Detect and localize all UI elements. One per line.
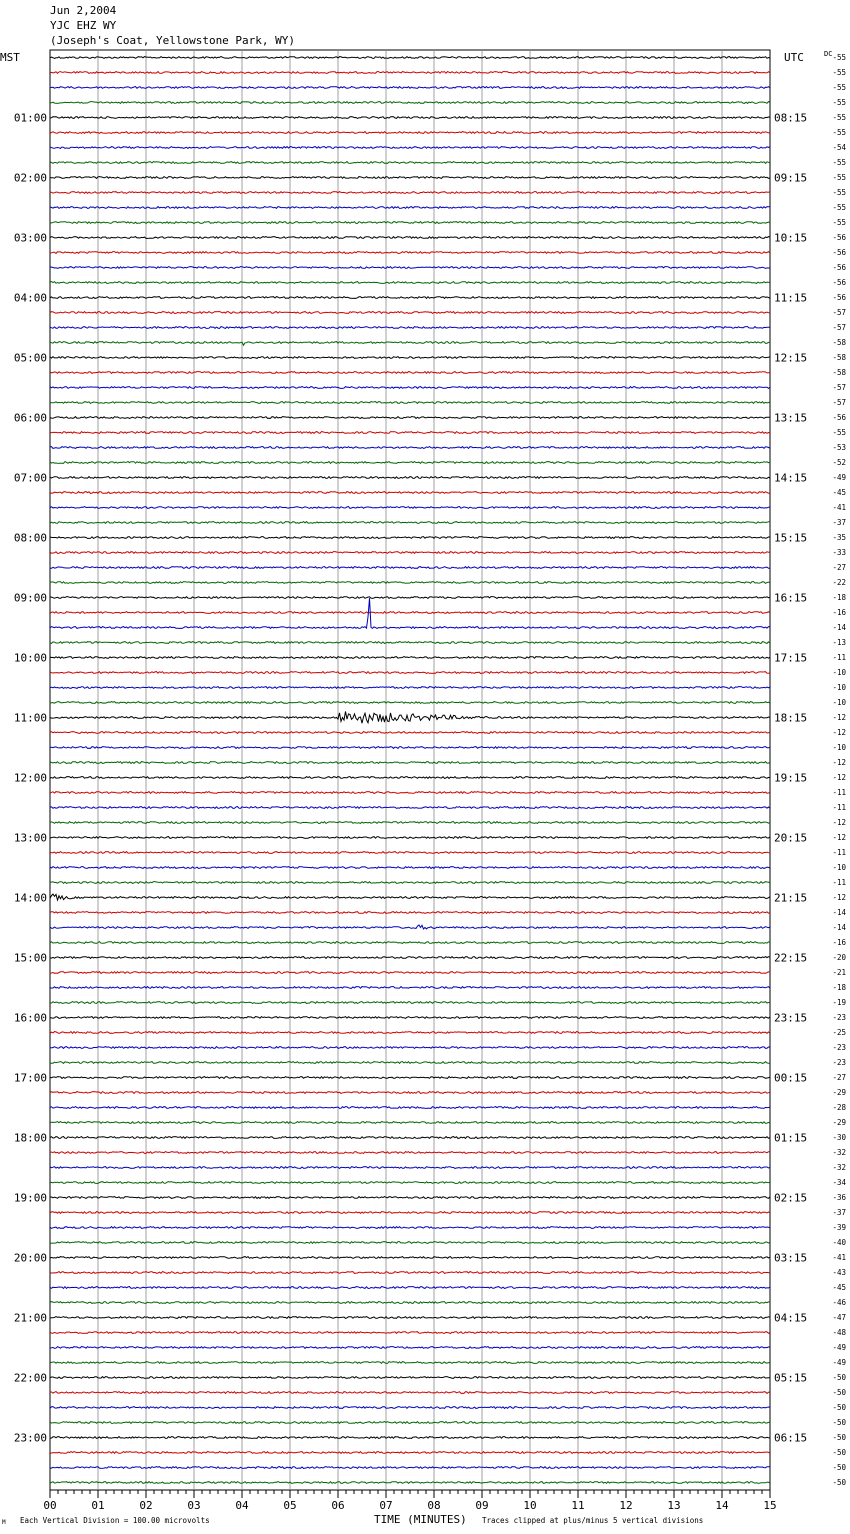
seismic-trace	[50, 597, 770, 599]
dc-offset-label: -55	[832, 83, 846, 92]
dc-offset-label: -46	[832, 1298, 846, 1307]
utc-hour-label: 20:15	[774, 831, 808, 845]
utc-hour-label: 01:15	[774, 1131, 808, 1145]
dc-offset-label: -45	[832, 488, 846, 497]
dc-offset-label: -54	[832, 143, 846, 152]
dc-offset-label: -52	[832, 458, 846, 467]
utc-hour-label: 19:15	[774, 771, 808, 785]
dc-offset-label: -14	[832, 923, 846, 932]
utc-hour-label: 08:15	[774, 111, 808, 125]
mst-hour-label: 06:00	[13, 411, 47, 425]
dc-offset-label: -29	[832, 1088, 846, 1097]
utc-hour-label: 15:15	[774, 531, 808, 545]
seismic-trace	[50, 1302, 770, 1304]
dc-offset-label: -57	[832, 323, 846, 332]
seismic-trace	[50, 327, 770, 329]
seismic-trace	[50, 492, 770, 494]
utc-hour-label: 16:15	[774, 591, 808, 605]
seismic-trace	[50, 507, 770, 509]
dc-offset-label: -10	[832, 863, 846, 872]
dc-offset-label: -18	[832, 593, 846, 602]
mst-hour-label: 03:00	[13, 231, 47, 245]
seismic-trace	[50, 687, 770, 689]
seismic-trace	[50, 612, 770, 614]
dc-offset-label: -50	[832, 1448, 846, 1457]
seismic-trace	[50, 72, 770, 74]
dc-offset-label: -11	[832, 848, 846, 857]
mst-hour-label: 18:00	[13, 1131, 47, 1145]
mst-hour-label: 20:00	[13, 1251, 47, 1265]
mst-hour-label: 12:00	[13, 771, 47, 785]
seismic-trace	[50, 1257, 770, 1259]
seismic-trace	[50, 357, 770, 359]
dc-offset-label: -22	[832, 578, 846, 587]
utc-hour-label: 00:15	[774, 1071, 808, 1085]
dc-offset-label: -56	[832, 263, 846, 272]
seismic-trace	[50, 477, 770, 479]
dc-header: DC	[824, 50, 833, 58]
seismic-trace	[50, 1317, 770, 1319]
seismic-trace	[50, 342, 770, 346]
seismic-trace	[50, 747, 770, 749]
dc-offset-label: -12	[832, 773, 846, 782]
seismic-trace	[50, 1422, 770, 1424]
seismic-trace	[50, 1092, 770, 1094]
corner-mark: M	[2, 1519, 6, 1526]
dc-offset-label: -10	[832, 698, 846, 707]
seismic-trace	[50, 522, 770, 524]
dc-offset-label: -55	[832, 53, 846, 62]
dc-offset-label: -27	[832, 563, 846, 572]
dc-offset-label: -55	[832, 158, 846, 167]
seismic-trace	[50, 432, 770, 434]
seismic-trace	[50, 1047, 770, 1049]
dc-offset-label: -14	[832, 623, 846, 632]
seismic-trace	[50, 657, 770, 659]
seismic-trace	[50, 1437, 770, 1439]
dc-offset-label: -58	[832, 353, 846, 362]
dc-offset-label: -14	[832, 908, 846, 917]
seismic-trace	[50, 894, 770, 900]
mst-hour-label: 19:00	[13, 1191, 47, 1205]
seismic-trace	[50, 1167, 770, 1169]
dc-offset-label: -18	[832, 983, 846, 992]
x-tick-label: 12	[619, 1499, 633, 1512]
seismic-trace	[50, 552, 770, 554]
seismic-trace	[50, 1032, 770, 1034]
dc-offset-label: -23	[832, 1013, 846, 1022]
seismic-trace	[50, 1017, 770, 1019]
dc-offset-label: -50	[832, 1388, 846, 1397]
dc-offset-label: -41	[832, 1253, 846, 1262]
station-code: YJC EHZ WY	[50, 19, 117, 32]
seismic-traces	[50, 57, 770, 1484]
seismic-trace	[50, 237, 770, 239]
dc-offset-label: -50	[832, 1373, 846, 1382]
x-tick-label: 07	[379, 1499, 393, 1512]
seismic-trace	[50, 1062, 770, 1064]
dc-offset-label: -53	[832, 443, 846, 452]
x-tick-label: 06	[331, 1499, 345, 1512]
seismic-trace	[50, 192, 770, 194]
dc-offset-label: -45	[832, 1283, 846, 1292]
dc-offset-label: -27	[832, 1073, 846, 1082]
seismic-trace	[50, 387, 770, 389]
seismic-trace	[50, 447, 770, 449]
seismic-trace	[50, 1407, 770, 1409]
plot-date: Jun 2,2004	[50, 4, 117, 17]
dc-offset-label: -25	[832, 1028, 846, 1037]
seismic-trace	[50, 57, 770, 59]
utc-hour-label: 13:15	[774, 411, 808, 425]
clip-note: Traces clipped at plus/minus 5 vertical divisions	[482, 1516, 704, 1525]
dc-offset-label: -55	[832, 98, 846, 107]
dc-offset-label: -28	[832, 1103, 846, 1112]
seismic-trace	[50, 1452, 770, 1454]
mst-hour-label: 11:00	[13, 711, 47, 725]
utc-header: UTC	[784, 51, 804, 64]
dc-offset-label: -55	[832, 188, 846, 197]
plot-labels	[0, 50, 846, 1526]
dc-offset-label: -41	[832, 503, 846, 512]
dc-offset-label: -50	[832, 1418, 846, 1427]
seismic-trace	[50, 882, 770, 884]
mst-hour-label: 22:00	[13, 1371, 47, 1385]
utc-hour-label: 17:15	[774, 651, 808, 665]
dc-offset-label: -55	[832, 203, 846, 212]
dc-offset-label: -56	[832, 278, 846, 287]
x-tick-label: 03	[187, 1499, 201, 1512]
dc-offset-label: -49	[832, 1358, 846, 1367]
utc-hour-label: 22:15	[774, 951, 808, 965]
station-location: (Joseph's Coat, Yellowstone Park, WY)	[50, 34, 296, 47]
mst-header: MST	[0, 51, 20, 64]
x-tick-label: 01	[91, 1499, 105, 1512]
utc-hour-label: 06:15	[774, 1431, 808, 1445]
seismic-trace	[50, 1152, 770, 1154]
x-tick-label: 13	[667, 1499, 681, 1512]
dc-offset-label: -29	[832, 1118, 846, 1127]
seismic-trace	[50, 972, 770, 974]
seismic-trace	[50, 702, 770, 704]
mst-hour-label: 07:00	[13, 471, 47, 485]
dc-offset-label: -55	[832, 218, 846, 227]
dc-offset-label: -20	[832, 953, 846, 962]
seismic-trace	[50, 1482, 770, 1484]
mst-hour-label: 15:00	[13, 951, 47, 965]
utc-hour-label: 11:15	[774, 291, 808, 305]
seismic-trace	[50, 957, 770, 959]
seismic-trace	[50, 732, 770, 734]
x-tick-label: 00	[43, 1499, 57, 1512]
dc-offset-label: -57	[832, 398, 846, 407]
dc-offset-label: -37	[832, 518, 846, 527]
seismic-trace	[50, 762, 770, 764]
mst-hour-label: 16:00	[13, 1011, 47, 1025]
seismic-trace	[50, 177, 770, 179]
seismic-trace	[50, 712, 770, 724]
seismic-trace	[50, 1077, 770, 1079]
seismic-trace	[50, 1362, 770, 1364]
seismic-trace	[50, 822, 770, 824]
dc-offset-label: -57	[832, 308, 846, 317]
dc-offset-label: -50	[832, 1463, 846, 1472]
seismic-trace	[50, 852, 770, 854]
seismic-trace	[50, 1467, 770, 1469]
dc-offset-label: -34	[832, 1178, 846, 1187]
mst-hour-label: 13:00	[13, 831, 47, 845]
mst-hour-label: 09:00	[13, 591, 47, 605]
mst-hour-label: 05:00	[13, 351, 47, 365]
dc-offset-label: -56	[832, 233, 846, 242]
scale-note: Each Vertical Division = 100.00 microvolts	[20, 1516, 210, 1525]
dc-offset-label: -35	[832, 533, 846, 542]
dc-offset-label: -56	[832, 248, 846, 257]
mst-hour-label: 14:00	[13, 891, 47, 905]
seismic-trace	[50, 987, 770, 989]
mst-hour-label: 08:00	[13, 531, 47, 545]
seismic-trace	[50, 792, 770, 794]
seismic-trace	[50, 1347, 770, 1349]
utc-hour-label: 05:15	[774, 1371, 808, 1385]
dc-offset-label: -11	[832, 653, 846, 662]
dc-offset-label: -12	[832, 893, 846, 902]
x-tick-label: 11	[571, 1499, 585, 1512]
dc-offset-label: -12	[832, 818, 846, 827]
dc-offset-label: -48	[832, 1328, 846, 1337]
dc-offset-label: -10	[832, 743, 846, 752]
dc-offset-label: -21	[832, 968, 846, 977]
seismic-trace	[50, 1392, 770, 1394]
seismic-trace	[50, 642, 770, 644]
dc-offset-label: -32	[832, 1163, 846, 1172]
x-axis-title: TIME (MINUTES)	[374, 1513, 467, 1526]
seismic-trace	[50, 777, 770, 779]
dc-offset-label: -55	[832, 173, 846, 182]
dc-offset-label: -50	[832, 1403, 846, 1412]
dc-offset-label: -12	[832, 713, 846, 722]
seismic-trace	[50, 282, 770, 284]
seismic-trace	[50, 1182, 770, 1184]
seismic-trace	[50, 267, 770, 269]
dc-offset-label: -57	[832, 383, 846, 392]
seismic-trace	[50, 1332, 770, 1334]
dc-offset-label: -56	[832, 293, 846, 302]
seismic-trace	[50, 117, 770, 119]
dc-offset-label: -16	[832, 938, 846, 947]
seismic-trace	[50, 87, 770, 89]
mst-hour-label: 01:00	[13, 111, 47, 125]
utc-hour-label: 14:15	[774, 471, 808, 485]
seismic-trace	[50, 1242, 770, 1244]
x-tick-label: 14	[715, 1499, 729, 1512]
seismic-trace	[50, 102, 770, 104]
utc-hour-label: 02:15	[774, 1191, 808, 1205]
seismic-trace	[50, 567, 770, 569]
seismic-trace	[50, 222, 770, 224]
dc-offset-label: -49	[832, 473, 846, 482]
dc-offset-label: -23	[832, 1043, 846, 1052]
dc-offset-label: -58	[832, 338, 846, 347]
seismic-trace	[50, 1227, 770, 1229]
seismic-trace	[50, 417, 770, 419]
mst-hour-label: 21:00	[13, 1311, 47, 1325]
seismic-trace	[50, 672, 770, 674]
mst-hour-label: 10:00	[13, 651, 47, 665]
dc-offset-label: -55	[832, 428, 846, 437]
seismic-trace	[50, 1272, 770, 1274]
dc-offset-label: -55	[832, 113, 846, 122]
seismic-trace	[50, 252, 770, 254]
dc-offset-label: -50	[832, 1478, 846, 1487]
mst-hour-label: 23:00	[13, 1431, 47, 1445]
utc-hour-label: 21:15	[774, 891, 808, 905]
seismic-trace	[50, 1137, 770, 1139]
dc-offset-label: -50	[832, 1433, 846, 1442]
seismic-trace	[50, 1197, 770, 1199]
dc-offset-label: -37	[832, 1208, 846, 1217]
seismic-trace	[50, 807, 770, 809]
dc-offset-label: -11	[832, 788, 846, 797]
dc-offset-label: -43	[832, 1268, 846, 1277]
seismic-trace	[50, 942, 770, 944]
seismic-trace	[50, 582, 770, 584]
utc-hour-label: 03:15	[774, 1251, 808, 1265]
mst-hour-label: 17:00	[13, 1071, 47, 1085]
seismic-trace	[50, 1212, 770, 1214]
dc-offset-label: -10	[832, 668, 846, 677]
seismic-trace	[50, 867, 770, 869]
x-tick-label: 04	[235, 1499, 249, 1512]
x-tick-label: 02	[139, 1499, 153, 1512]
utc-hour-label: 12:15	[774, 351, 808, 365]
mst-hour-label: 04:00	[13, 291, 47, 305]
dc-offset-label: -23	[832, 1058, 846, 1067]
utc-hour-label: 23:15	[774, 1011, 808, 1025]
dc-offset-label: -39	[832, 1223, 846, 1232]
x-tick-label: 05	[283, 1499, 297, 1512]
dc-offset-label: -13	[832, 638, 846, 647]
dc-offset-label: -32	[832, 1148, 846, 1157]
dc-offset-label: -47	[832, 1313, 846, 1322]
seismic-trace	[50, 912, 770, 914]
seismic-trace	[50, 1107, 770, 1109]
seismic-trace	[50, 207, 770, 209]
dc-offset-label: -55	[832, 68, 846, 77]
dc-offset-label: -11	[832, 803, 846, 812]
utc-hour-label: 10:15	[774, 231, 808, 245]
seismic-trace	[50, 312, 770, 314]
dc-offset-label: -12	[832, 728, 846, 737]
seismic-trace	[50, 402, 770, 404]
dc-offset-label: -12	[832, 758, 846, 767]
seismic-trace	[50, 537, 770, 539]
seismic-trace	[50, 147, 770, 149]
seismic-trace	[50, 837, 770, 839]
dc-offset-label: -58	[832, 368, 846, 377]
seismic-trace	[50, 297, 770, 299]
dc-offset-label: -11	[832, 878, 846, 887]
dc-offset-label: -12	[832, 833, 846, 842]
x-tick-label: 10	[523, 1499, 537, 1512]
seismic-trace	[50, 1287, 770, 1289]
x-tick-label: 08	[427, 1499, 441, 1512]
dc-offset-label: -30	[832, 1133, 846, 1142]
dc-offset-label: -10	[832, 683, 846, 692]
dc-offset-label: -40	[832, 1238, 846, 1247]
seismic-trace	[50, 132, 770, 134]
dc-offset-label: -16	[832, 608, 846, 617]
utc-hour-label: 09:15	[774, 171, 808, 185]
dc-offset-label: -55	[832, 128, 846, 137]
seismic-trace	[50, 372, 770, 374]
dc-offset-label: -36	[832, 1193, 846, 1202]
seismic-trace	[50, 162, 770, 164]
plot-frame	[50, 50, 770, 1490]
seismic-trace	[50, 1122, 770, 1124]
mst-hour-label: 02:00	[13, 171, 47, 185]
dc-offset-label: -56	[832, 413, 846, 422]
seismic-trace	[50, 925, 770, 929]
seismic-trace	[50, 462, 770, 464]
x-tick-label: 15	[763, 1499, 777, 1512]
dc-offset-label: -33	[832, 548, 846, 557]
utc-hour-label: 18:15	[774, 711, 808, 725]
dc-offset-label: -49	[832, 1343, 846, 1352]
seismic-trace	[50, 1377, 770, 1379]
seismic-trace	[50, 1002, 770, 1004]
x-tick-label: 09	[475, 1499, 489, 1512]
utc-hour-label: 04:15	[774, 1311, 808, 1325]
dc-offset-label: -19	[832, 998, 846, 1007]
